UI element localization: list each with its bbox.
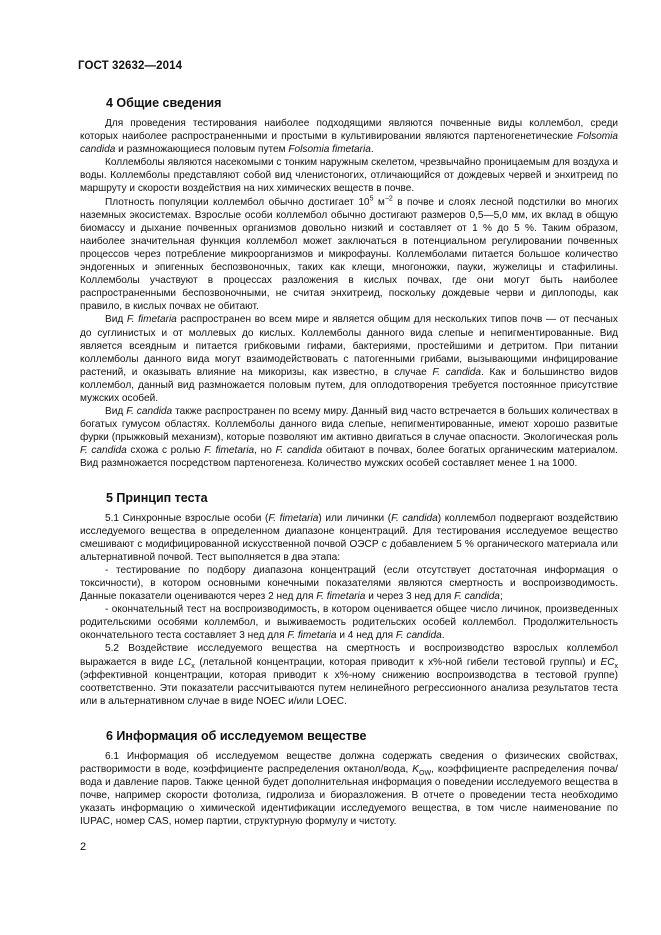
list-item: - окончательный тест на воспроизводимость, в котором оценивается общее число личинок, произведенных родительскими особями коллембол, и выживаемость родительских особей коллембол. Продолжительность окончательного теста составляет 3 нед для F. fimetaria и 4 нед для F. candida.: [80, 604, 618, 642]
paragraph: 6.1 Информация об исследуемом веществе должна содержать сведения о физических свойствах, растворимости в воде, коэффициенте распределения октанол/вода, $K_{OW}$, коэффициенте распределения почва/вода и давление паров. Также ценной будет дополнительная информация о поведении исследуемого вещества в почве, например скорости фотолиза, гидролиза и биоразложения. В отчете о проведении теста необходимо указать информацию о химической идентификации исследуемого вещества, в том числе наименование по IUPAC, номер CAS, номер партии, структурную формулу и чистоту.: [80, 750, 618, 828]
paragraph: 5.2 Воздействие исследуемого вещества на смертность и воспроизводство взрослых коллембол выражается в виде $LC_x$ (летальной концентрации, которая приводит к x%-ной гибели тестовой группы) и $EC_x$ (эффективной концентрации, которая приводит к x%-ному снижению воспроизводства в тестовой группе) соответственно. Эти показатели рассчитываются путем нелинейного регрессионного анализа результатов теста или в альтернативном случае в виде NOEC и/или LOEC.: [80, 643, 619, 707]
paragraph: Плотность популяции коллембол обычно достигает $10^5$ $м^{-2}$ в почве и слоях лесной подстилки во многих наземных экосистемах. Взрослые особи коллембол обычно достигают размеров 0,5—5,0 мм, их вклад в общую биомассу и дыхание почвенных организмов довольно низкий и составляет от 1 % до 5 %. Таким образом, наиболее значительная функция коллембол может заключаться в потенциальном регулировании почвенных процессов через потребление микроорганизмов и микрофауны. Коллемболами питается большое количество эндогенных и эпигенных беспозвоночных, таких как клещи, многоножки, пауки, жужелицы и стафилины. Коллемболы участвуют в процессах разложения в кислых почвах, где они могут быть наиболее распространенными беспозвоночными, не считая энхитреид, поскольку дождевые черви и диплоподы, как правило, в кислых почвах не обитают.: [80, 195, 619, 313]
section-test-principle: [80, 491, 618, 708]
section-general-info: [80, 96, 618, 471]
paragraph: Вид F. fimetaria распространен во всем мире и является общим для нескольких типов почв — от песчаных до суглинистых и от моллевых до кислых. Коллемболы данного вида слепые и непигментированные. Вид является всеядным и питается грибковыми гифами, бактериями, простейшими и детритом. При питании коллемболы данного вида могут взаимодействовать с патогенными грибами, вызывающими инфицирование растений, и оказывать влияние на микоризы, как известно, в случае F. candida. Как и большинство видов коллембол, данный вид размножается половым путем, для оплодотворения требуется постоянное присутствие мужских особей.: [80, 314, 618, 404]
paragraph: Для проведения тестирования наиболее подходящими являются почвенные виды коллембол, среди которых наиболее распространенными и простыми в культивировании являются партеногенетические Folsomia candida и размножающиеся половым путем Folsomia fimetaria.: [80, 118, 618, 156]
section-substance-info: [80, 729, 618, 829]
document-code: ГОСТ 32632—2014: [78, 60, 183, 72]
paragraph: Вид F. candida также распространен по всему миру. Данный вид часто встречается в больших количествах в богатых гумусом областях. Коллемболы данного вида слепые, непигментированные, имеют хорошо развитые фурки (прыжковый механизм), которые позволяют им активно двигаться в случае опасности. Экологическая роль F. candida схожа с ролью F. fimetaria, но F. candida обитают в почвах, более богатых органическим материалом. Вид размножается посредством партеногенеза. Количество мужских особей составляет менее 1 на 1000.: [80, 406, 618, 470]
page-content: [80, 96, 618, 829]
list-item: - тестирование по подбору диапазона концентраций (если отсутствует достаточная информация о токсичности), в котором основными конечными показателями являются смертность и воспроизводимость. Данные показатели оцениваются через 2 нед для F. fimetaria и через 3 нед для F. candida;: [80, 564, 618, 603]
page-number: 2: [80, 841, 87, 853]
section-title: 5 Принцип теста: [106, 490, 208, 505]
paragraph: Коллемболы являются насекомыми с тонким наружным скелетом, чрезвычайно проницаемым для воздуха и воды. Коллемболы представляют собой вид членистоногих, отличающийся от дождевых червей и энхитреид по маршруту и скорости воздействия на них химических веществ в почве.: [80, 157, 618, 195]
paragraph: 5.1 Синхронные взрослые особи (F. fimetaria) или личинки (F. candida) коллембол подвергают воздействию исследуемого вещества в определенном диапазоне концентраций. Для тестирования исследуемое вещество смешивают с модифицированной искусственной почвой ОЭСР с добавлением 5 % органического материала или альтернативной почвой. Тест выполняется в два этапа:: [80, 512, 618, 563]
section-title: 6 Информация об исследуемом веществе: [106, 728, 367, 743]
section-title: 4 Общие сведения: [106, 96, 222, 110]
